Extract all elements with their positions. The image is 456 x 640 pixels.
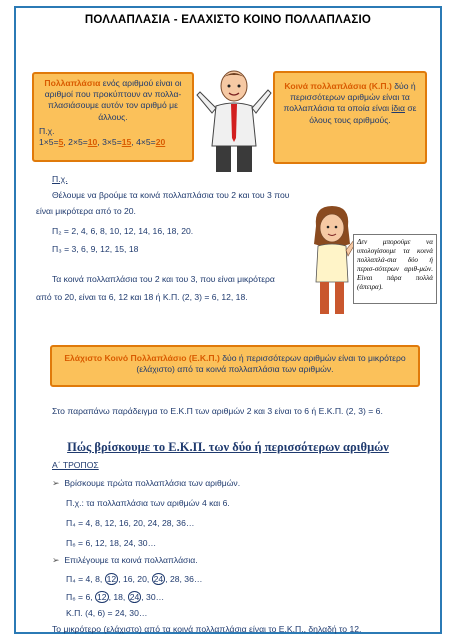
p4-b-circle-2: 24 [153, 574, 164, 584]
step1-row [52, 478, 240, 489]
page-title: ΠΟΛΛΑΠΛΑΣΙΑ - ΕΛΑΧΙΣΤΟ ΚΟΙΝΟ ΠΟΛΛΑΠΛΑΣΙΟ [84, 14, 372, 26]
example1-result1: Τα κοινά πολλαπλάσια του 2 και του 3, που είναι μικρότερα [52, 274, 275, 284]
example1-line2: είναι μικρότερα από το 20. [36, 206, 136, 216]
multiples-eg-3: 3×5=15 [102, 137, 132, 148]
example1-p3: Π₃ = 3, 6, 9, 12, 15, 18 [52, 244, 139, 254]
p6-list-a: Π₆ = 6, 12, 18, 24, 30… [66, 538, 157, 548]
infinite-note-box: Δεν μπορούμε να υπολογίσουμε τα κοινά πολλαπλά-σια δύο ή περισ-σότερων αριθ-μών. Είναι πάρα πολλά (άπειρα). [353, 234, 437, 304]
common-multiples-term: Κοινά πολλαπλάσια (Κ.Π.) [284, 81, 392, 91]
p6-b-pre: Π₆ = 6, [66, 592, 96, 602]
common-multiples-result: Κ.Π. (4, 6) = 24, 30… [66, 608, 148, 618]
multiples-example [39, 126, 187, 148]
example1-result2: από το 20, είναι τα 6, 12 και 18 ή Κ.Π. (2, 3) = 6, 12, 18. [36, 292, 248, 302]
multiples-example-line: 1×5=5, 2×5=10, 3×5=15, 4×5=20 [39, 137, 166, 148]
step1-example: Π.χ.: τα πολλαπλάσια των αριθμών 4 και 6. [66, 498, 230, 508]
example1-line1: Θέλουμε να βρούμε τα κοινά πολλαπλάσια του 2 και του 3 που [52, 190, 290, 200]
p4-list-b [66, 574, 202, 585]
p6-b-circle-2: 24 [129, 592, 140, 602]
p6-list-b [66, 592, 164, 603]
section-title: Πώς βρίσκουμε το Ε.Κ.Π. των δύο ή περισσότερων αριθμών [67, 440, 389, 454]
bullet-arrow-icon: ➢ [52, 555, 60, 565]
teacher-illustration-icon [196, 66, 272, 176]
p6-b-mid: , 18, [108, 592, 128, 602]
lcm-text: δύο ή περισσότερων αριθμών είναι το μικρότερο (ελάχιστο) από τα κοινά πολλαπλάσια των αριθμών. [136, 353, 406, 375]
common-multiples-box [273, 71, 427, 164]
multiples-term: Πολλαπλάσια [44, 78, 101, 88]
p6-b-post: , 30… [141, 592, 165, 602]
multiples-example-label: Π.χ. [39, 125, 55, 136]
p4-b-mid: , 16, 20, [118, 574, 152, 584]
p4-b-post: , 28, 36… [165, 574, 203, 584]
common-multiples-text-a: δύο ή περισσότερων αριθμών είναι τα πολλαπλάσια τα οποία είναι [283, 81, 416, 114]
p4-b-pre: Π₄ = 4, 8, [66, 574, 105, 584]
example1-label: Π.χ. [52, 174, 68, 184]
p6-b-circle-1: 12 [97, 592, 107, 602]
multiples-eg-4: 4×5=20 [136, 137, 166, 148]
step1-text: Βρίσκουμε πρώτα πολλαπλάσια των αριθμών. [64, 478, 241, 488]
step2-text: Επιλέγουμε τα κοινά πολλαπλάσια. [64, 555, 198, 565]
lcm-term: Ελάχιστο Κοινό Πολλαπλάσιο (Ε.Κ.Π.) [64, 353, 220, 363]
page-frame [14, 6, 442, 634]
p4-b-circle-1: 12 [106, 574, 117, 584]
multiples-eg-2: 2×5=10 [68, 137, 98, 148]
method-label: Α΄ ΤΡΟΠΟΣ [52, 460, 99, 470]
p4-list-a: Π₄ = 4, 8, 12, 16, 20, 24, 28, 36… [66, 518, 195, 528]
lcm-example-line: Στο παραπάνω παράδειγμα το Ε.Κ.Π των αριθμών 2 και 3 είναι το 6 ή Ε.Κ.Π. (2, 3) = 6. [52, 406, 383, 416]
final-sentence: Το μικρότερο (ελάχιστο) από τα κοινά πολλαπλάσια είναι το Ε.Κ.Π., δηλαδή το 12. [52, 624, 362, 634]
bullet-arrow-icon: ➢ [52, 478, 60, 488]
multiples-eg-1: 1×5=5 [39, 137, 64, 148]
girl-illustration-icon [308, 204, 356, 316]
step2-row [52, 555, 198, 566]
multiples-definition-box [32, 72, 194, 162]
common-multiples-text-b: σε όλους τους αριθμούς. [309, 103, 417, 125]
multiples-text: ενός αριθμού είναι οι αριθμοί που προκύπτουν αν πολλα-πλασιάσουμε αυτόν τον αριθμό με άλλους. [44, 78, 182, 122]
common-multiples-same: ίδια [391, 103, 405, 114]
lcm-definition-box [50, 345, 420, 387]
example1-p2: Π₂ = 2, 4, 6, 8, 10, 12, 14, 16, 18, 20. [52, 226, 194, 236]
